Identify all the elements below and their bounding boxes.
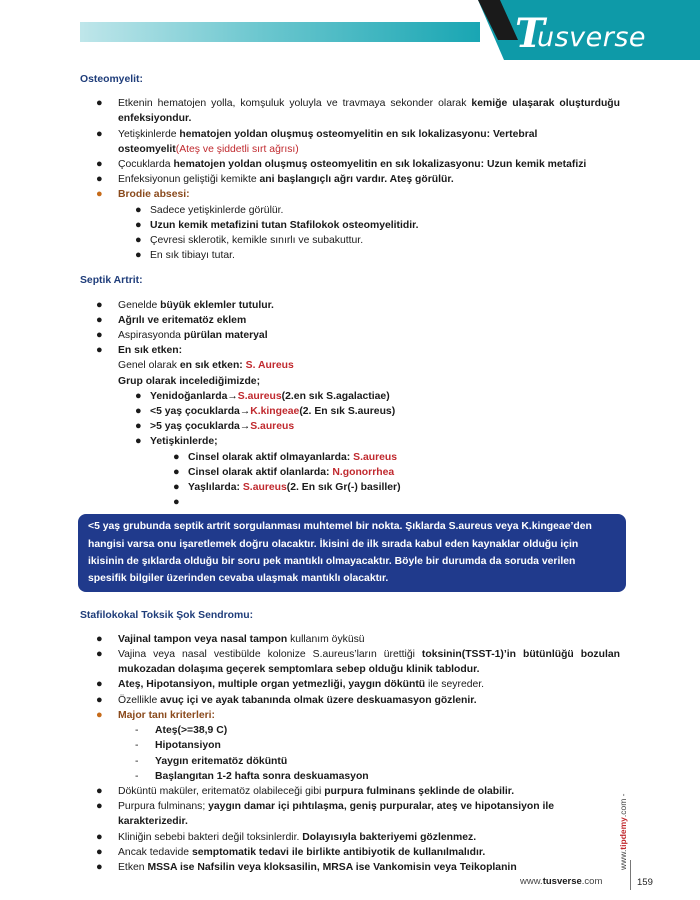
list-item: ● Çocuklarda hematojen yoldan oluşmuş osteomyelitin en sık lokalizasyonu: Uzun kemik metafizi [96,158,587,171]
list-item: ● Yetişkinlerde hematojen yoldan oluşmuş osteomyelitin en sık lokalizasyonu: Vertebral osteomyelit(Ateş ve şiddetli sırt ağrısı) [96,127,538,155]
toksik-list [80,632,620,875]
list-item: ● [173,496,180,509]
list-item: ● Enfeksiyonun geliştiği kemikte ani başlangıçlı ağrı vardır. Ateş görülür. [96,173,454,186]
list-item: ● Etkenin hematojen yolla, komşuluk yoluyla ve travmaya sekonder olarak kemiğe ulaşarak oluşturduğu enfeksiyondur. [96,97,620,125]
osteomyelit-list [80,96,620,263]
list-item: ● Ağrılı ve eritematöz eklem [96,313,247,326]
info-note-box: <5 yaş grubunda septik artrit sorgulanması muhtemel bir nokta. Şıklarda S.aureus veya K.kingeae’den hangisi varsa onu işaretlemek doğru olacaktır. İkisini de ilk sırada kabul eden kaynaklar olduğu için ikisinin de şıklarda olduğu bir soru pek mantıklı olmayacaktır. Böyle bir durumda da soruda verilen spesifik bilgiler üzerinden cevaba ulaşmak mantıklı olacaktır. [78,514,626,591]
list-item: ● En sık tibiayı tutar. [135,249,235,262]
list-item: ● Ancak tedavide semptomatik tedavi ile birlikte antibiyotik de kullanılmalıdır. [96,845,486,858]
list-item: ● Ateş, Hipotansiyon, multiple organ yetmezliği, yaygın döküntü ile seyreder. [96,678,485,691]
list-item: Grup olarak incelediğimizde; [118,375,261,387]
list-item: ● Yetişkinlerde; [135,435,218,448]
tusverse-logo: T usverse [515,10,647,57]
list-item: ● Major tanı kriterleri: [96,708,216,721]
list-item: ● Çevresi sklerotik, kemikle sınırlı ve subakuttur. [135,234,364,247]
side-url: www.tipdemy.com - [618,793,628,870]
page-number: 159 [637,877,653,888]
list-item: ● Vajinal tampon veya nasal tampon kullanım öyküsü [96,632,365,645]
list-item: - Ateş(>=38,9 C) [135,725,228,737]
list-item: - Hipotansiyon [135,740,221,752]
list-item: ● Vajina veya nasal vestibülde kolonize S.aureus’ların ürettiği toksinin(TSST-1)’in bütünlüğü bozulan mukozadan dolaşıma geçerek semptomlara sebep olduğu klinik tablodur. [96,648,620,676]
list-item: - Yaygın eritematöz döküntü [135,755,288,767]
section-title-osteomyelit: Osteomyelit: [80,74,143,85]
list-item: ● Özellikle avuç içi ve ayak tabanında olmak üzere deskuamasyon gözlenir. [96,693,477,706]
list-item: ● Döküntü maküler, eritematöz olabileceği gibi purpura fulminans şeklinde de olabilir. [96,784,515,797]
footer-url: www.tusverse.com [520,876,603,887]
list-item: - Başlangıtan 1-2 hafta sonra deskuamasyon [135,770,369,782]
list-item: ● >5 yaş çocuklarda→S.aureus [135,420,295,433]
list-item: Genel olarak en sık etken: S. Aureus [118,360,294,372]
list-item: ● Etken MSSA ise Nafsilin veya kloksasilin, MRSA ise Vankomisin veya Teikoplanin [96,860,517,873]
list-item: ● Brodie absesi: [96,188,190,201]
list-item: ● <5 yaş çocuklarda→K.kingeae(2. En sık S.aureus) [135,405,396,418]
list-item: ● En sık etken: [96,344,183,357]
list-item: ● Cinsel olarak aktif olanlarda: N.gonorrhea [173,465,395,478]
list-item: ● Yenidoğanlarda→S.aureus(2.en sık S.agalactiae) [135,389,390,402]
list-item: ● Aspirasyonda pürülan materyal [96,329,268,342]
list-item: ● Cinsel olarak aktif olmayanlarda: S.aureus [173,450,398,463]
list-item: ● Purpura fulminans; yaygın damar içi pıhtılaşma, geniş purpuralar, ateş ve hipotansiyon ile karakterizedir. [96,800,554,828]
page-content [80,72,620,875]
septik-list [80,298,620,511]
list-item: ● Sadece yetişkinlerde görülür. [135,203,284,216]
footer-divider [630,860,631,890]
header-bar [80,22,480,42]
list-item: ● Genelde büyük eklemler tutulur. [96,298,274,311]
section-title-septik-artrit: Septik Artrit: [80,275,143,287]
list-item: ● Yaşlılarda: S.aureus(2. En sık Gr(-) basiller) [173,481,401,494]
list-item: ● Kliniğin sebebi bakteri değil toksinlerdir. Dolayısıyla bakteriyemi gözlenmez. [96,830,477,843]
section-title-toksik-sok: Stafilokokal Toksik Şok Sendromu: [80,609,254,621]
list-item: ● Uzun kemik metafizini tutan Stafilokok osteomyelitidir. [135,218,419,231]
